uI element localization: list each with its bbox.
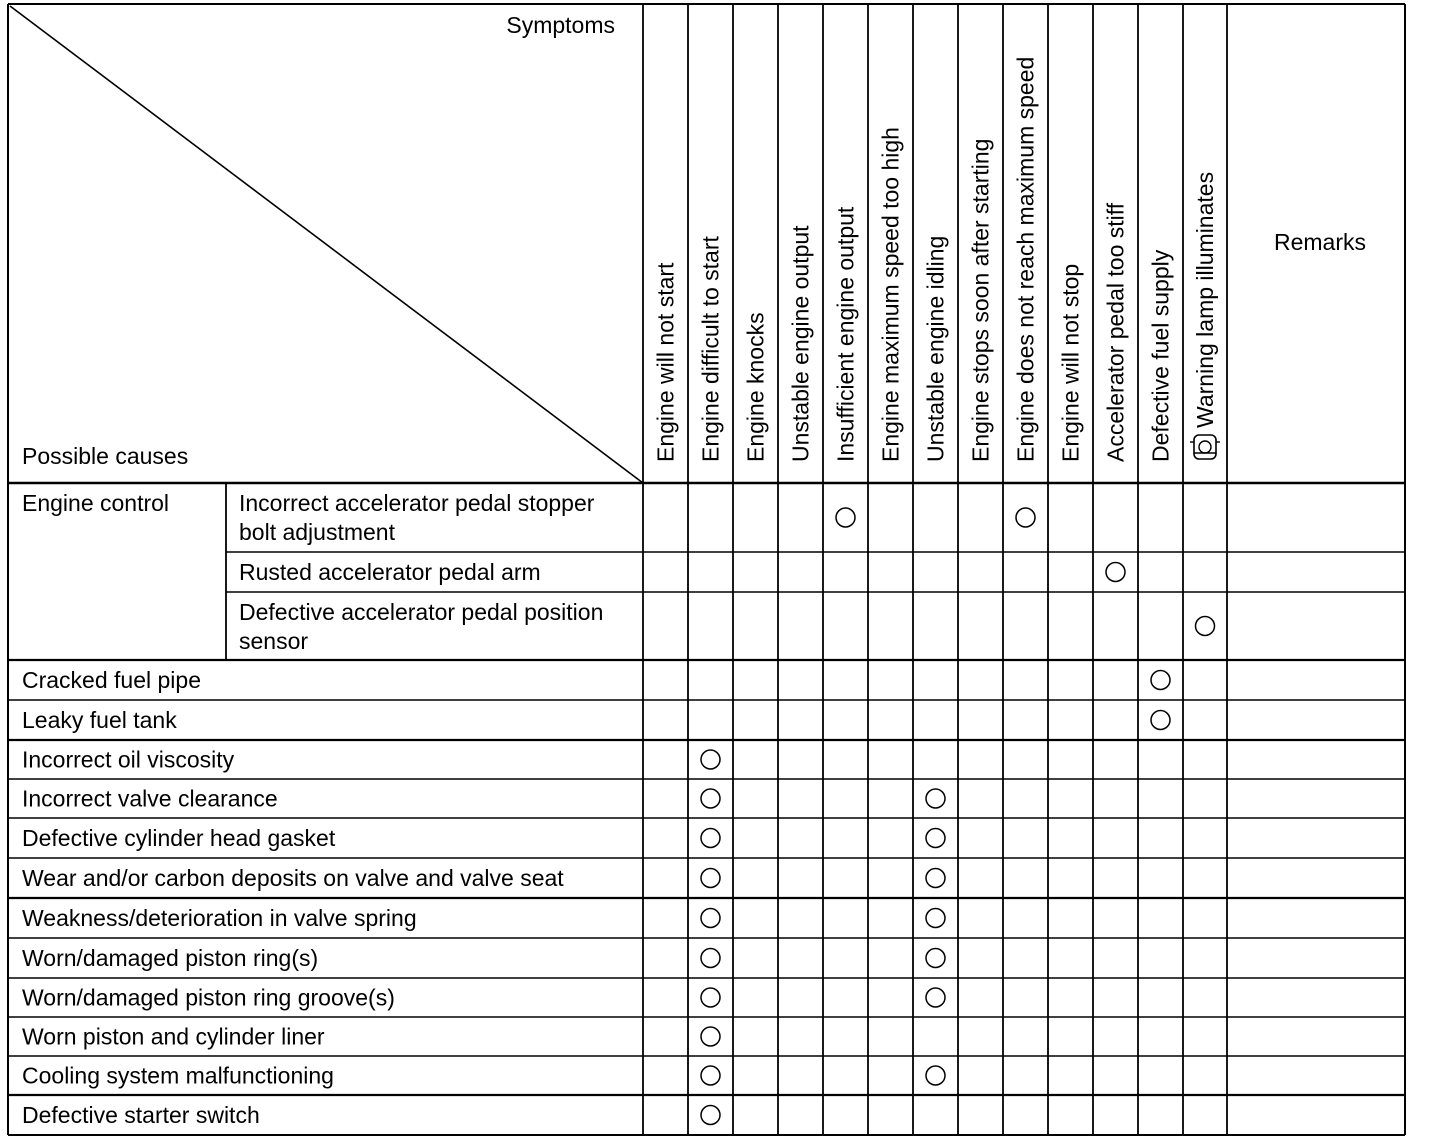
symptom-header: Warning lamp illuminates — [1192, 171, 1218, 428]
cause-label: Leaky fuel tank — [22, 707, 177, 733]
cause-label: sensor — [239, 628, 309, 654]
group-label: Engine control — [22, 490, 170, 516]
cause-label: Rusted accelerator pedal arm — [239, 559, 541, 585]
cause-label: Cooling system malfunctioning — [22, 1062, 334, 1089]
cause-label: Incorrect oil viscosity — [22, 746, 235, 773]
cause-label: Defective starter switch — [22, 1102, 260, 1128]
symptom-header: Engine will not stop — [1057, 263, 1084, 462]
symptom-header: Engine maximum speed too high — [877, 127, 904, 462]
cause-label: Incorrect accelerator pedal stopper — [239, 490, 595, 516]
cause-label: Weakness/deterioration in valve spring — [22, 905, 417, 931]
symptom-header: Insufficient engine output — [832, 206, 859, 462]
possible-causes-label: Possible causes — [22, 443, 189, 469]
cause-label: Worn piston and cylinder liner — [22, 1023, 325, 1050]
cause-label: Cracked fuel pipe — [22, 667, 201, 693]
cause-label: Defective accelerator pedal position — [239, 599, 604, 625]
symptom-header: Engine knocks — [742, 312, 769, 462]
cause-label: Worn/damaged piston ring groove(s) — [22, 984, 395, 1011]
symptom-header: Accelerator pedal too stiff — [1102, 202, 1129, 462]
remarks-label: Remarks — [1273, 229, 1367, 255]
cause-label: Worn/damaged piston ring(s) — [22, 945, 319, 971]
symptom-header: Engine will not start — [652, 262, 679, 462]
symptom-header: Unstable engine idling — [922, 235, 949, 462]
symptom-header: Engine stops soon after starting — [967, 138, 994, 462]
cause-label: Incorrect valve clearance — [22, 785, 278, 812]
cause-label: Defective cylinder head gasket — [22, 825, 336, 851]
symptom-header: Engine does not reach maximum speed — [1012, 56, 1039, 462]
symptom-header: Engine difficult to start — [697, 236, 724, 462]
symptom-header: Defective fuel supply — [1147, 249, 1174, 462]
cause-label: bolt adjustment — [239, 519, 395, 545]
symptoms-label: Symptoms — [506, 12, 615, 38]
symptom-header: Unstable engine output — [787, 225, 814, 462]
cause-label: Wear and/or carbon deposits on valve and valve seat — [22, 865, 564, 891]
